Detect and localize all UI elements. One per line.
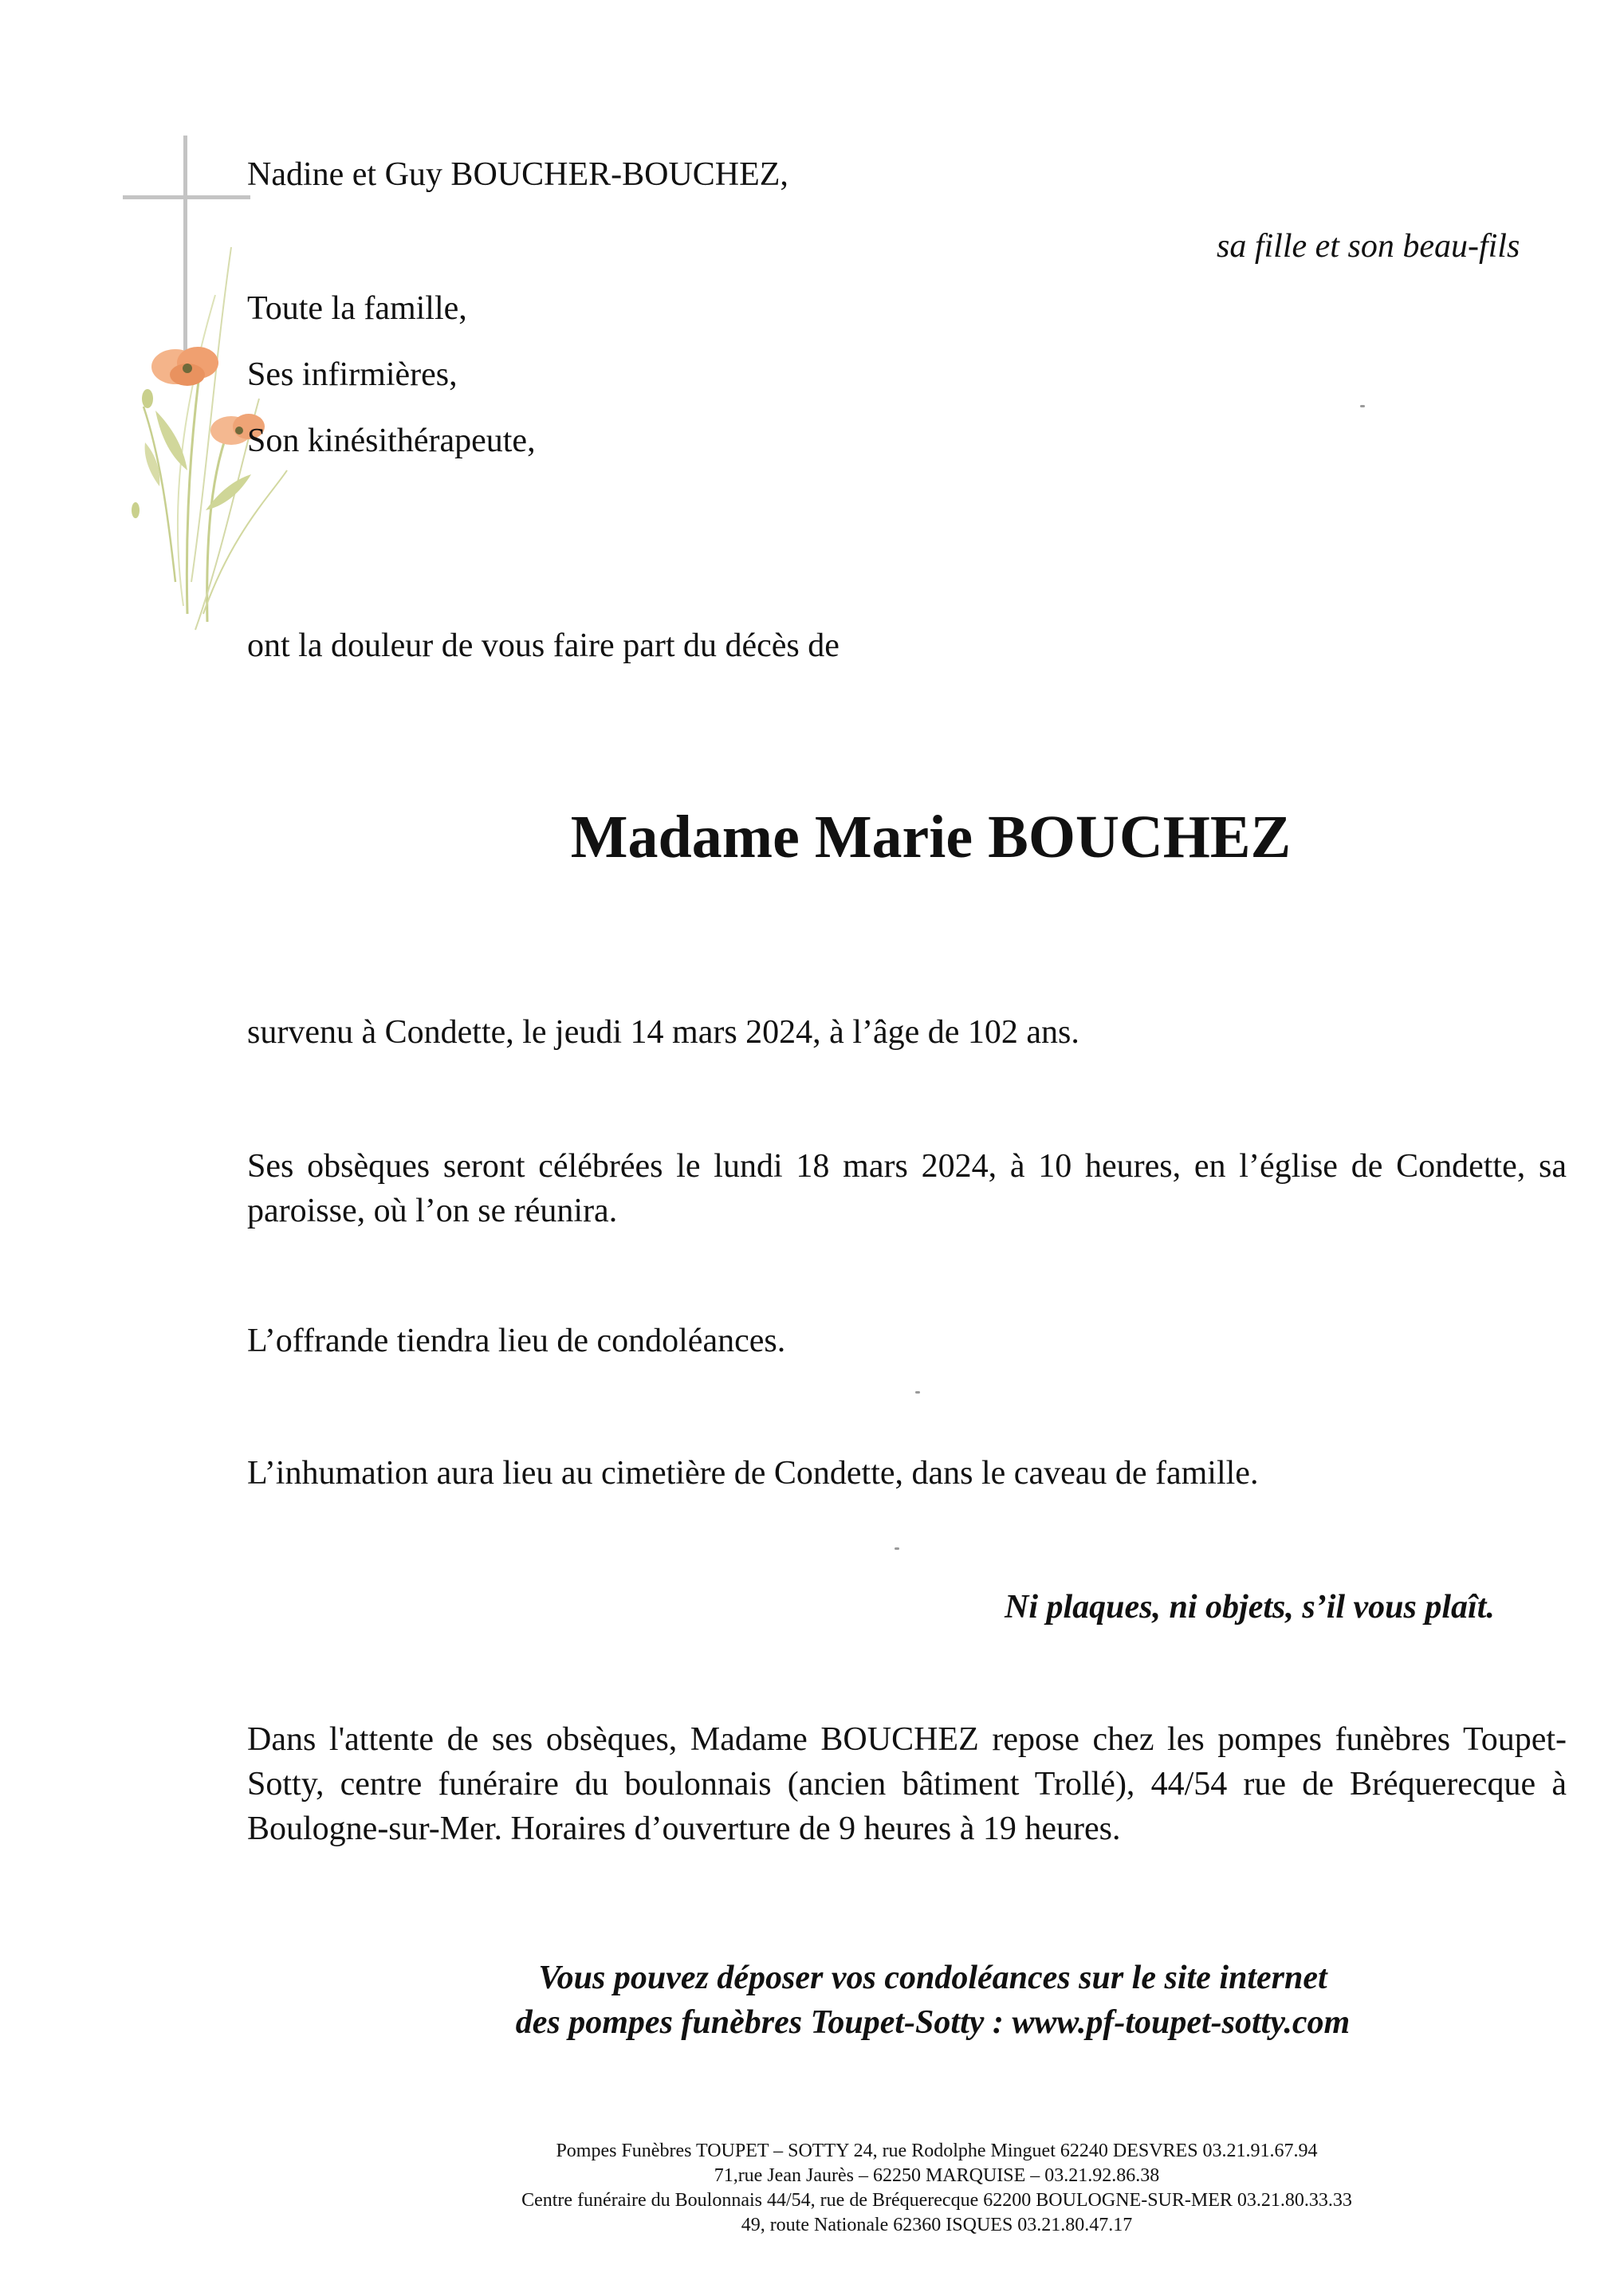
funeral-home-footer xyxy=(319,2139,1555,2238)
footer-line-4: 49, route Nationale 62360 ISQUES 03.21.80.47.17 xyxy=(741,2215,1133,2235)
scan-speck xyxy=(915,1391,920,1394)
no-flowers-notice: Ni plaques, ni objets, s’il vous plaît. xyxy=(1005,1589,1495,1626)
family-line-2: Toute la famille, xyxy=(247,290,467,327)
death-paragraph: survenu à Condette, le jeudi 14 mars 2024, à l’âge de 102 ans. xyxy=(247,1014,1079,1051)
burial-paragraph: L’inhumation aura lieu au cimetière de Condette, dans le caveau de famille. xyxy=(247,1455,1259,1492)
footer-line-1: Pompes Funèbres TOUPET – SOTTY 24, rue Rodolphe Minguet 62240 DESVRES 03.21.91.67.94 xyxy=(556,2141,1318,2161)
condolences-line-2: des pompes funèbres Toupet-Sotty : www.pf-toupet-sotty.com xyxy=(515,2004,1351,2041)
family-line-3: Ses infirmières, xyxy=(247,356,458,393)
family-line-1: Nadine et Guy BOUCHER-BOUCHEZ, xyxy=(247,156,788,193)
scan-speck xyxy=(1360,405,1365,407)
footer-line-3: Centre funéraire du Boulonnais 44/54, rue de Bréquerecque 62200 BOULOGNE-SUR-MER 03.21.80.33.33 xyxy=(521,2190,1352,2211)
announcement-text: ont la douleur de vous faire part du décès de xyxy=(247,627,840,664)
family-line-4: Son kinésithérapeute, xyxy=(247,423,536,459)
funeral-paragraph: Ses obsèques seront célébrées le lundi 18 mars 2024, à 10 heures, en l’église de Condette, sa paroisse, où l’on se réunira. xyxy=(247,1148,1567,1229)
condolences-line-1: Vous pouvez déposer vos condoléances sur le site internet xyxy=(538,1960,1327,1996)
family-relation: sa fille et son beau-fils xyxy=(1217,228,1520,265)
repose-paragraph: Dans l'attente de ses obsèques, Madame BOUCHEZ repose chez les pompes funèbres Toupet-Sotty, centre funéraire du boulonnais (ancien bâtiment Trollé), 44/54 rue de Bréquerecque à Boulogne-sur-Mer. Horaires d’ouverture de 9 heures à 19 heures. xyxy=(247,1721,1567,1847)
footer-line-2: 71,rue Jean Jaurès – 62250 MARQUISE – 03.21.92.86.38 xyxy=(714,2165,1160,2186)
scan-speck xyxy=(895,1547,899,1550)
offering-paragraph: L’offrande tiendra lieu de condoléances. xyxy=(247,1323,786,1359)
deceased-name: Madame Marie BOUCHEZ xyxy=(570,804,1292,871)
